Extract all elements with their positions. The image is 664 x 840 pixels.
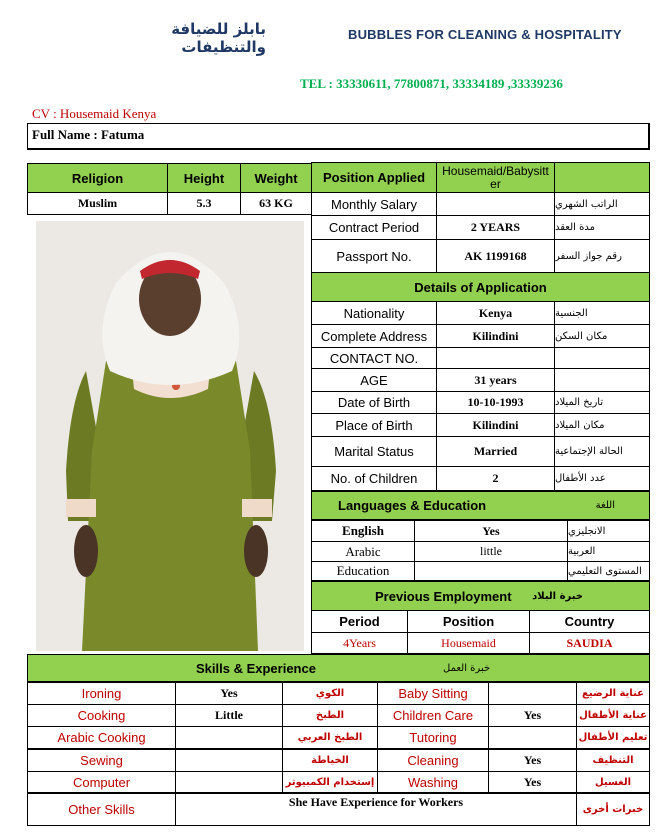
employment-position-header: Position [407,610,530,633]
religion-header: Religion [27,163,168,193]
height-value: 5.3 [167,192,241,215]
employment-header [311,581,650,611]
skill-value-left [175,771,283,794]
details-row-value: 2 [436,466,555,491]
details-row-arabic: الحالة الإجتماعية [554,436,650,467]
skill-arabic-right: عناية الأطفال [576,704,650,727]
position-row-label: Monthly Salary [311,192,437,216]
employment-period-value: 4Years [311,632,408,654]
language-row-arabic: العربية [567,541,650,562]
details-row-label: Complete Address [311,324,437,348]
language-row-label: Education [311,561,415,581]
skill-value-left [175,749,283,772]
skill-label-right: Cleaning [377,749,489,772]
skill-label-right: Washing [377,771,489,794]
details-row-arabic: تاريخ الميلاد [554,391,650,414]
details-title: Details of Application [311,272,650,302]
skill-label-left: Arabic Cooking [27,726,176,749]
skill-arabic-right: تعليم الأطفال [576,726,650,749]
details-row-label: Marital Status [311,436,437,467]
details-row-value: 31 years [436,368,555,392]
full-name: Full Name : Fatuma [32,127,145,142]
english-company-title: BUBBLES FOR CLEANING & HOSPITALITY [348,27,622,42]
position-row-value: AK 1199168 [436,239,555,273]
position-row-label: Contract Period [311,215,437,240]
skill-arabic-left: الخياطة [282,749,378,772]
skills-title: Skills & Experience [196,660,316,676]
skill-arabic-left: إستخدام الكمبيوتر [282,771,378,794]
position-row-value: 2 YEARS [436,215,555,240]
skill-arabic-left: الطبخ العربي [282,726,378,749]
skills-header [27,654,650,682]
skill-arabic-right: عناية الرضيع [576,682,650,705]
skill-value-right: Yes [488,771,577,794]
position-applied-value: Housemaid/Babysitter [436,162,555,193]
skill-arabic-right: الغسيل [576,771,650,794]
weight-header: Weight [240,163,312,193]
skill-label-right: Tutoring [377,726,489,749]
details-row-label: No. of Children [311,466,437,491]
skill-value-right: Yes [488,704,577,727]
employment-title: Previous Employment [375,588,512,604]
details-row-value: Kilindini [436,413,555,437]
details-row-label: AGE [311,368,437,392]
religion-value: Muslim [27,192,168,215]
skill-value-left: Little [175,704,283,727]
full-name-box [27,123,650,150]
languages-title-arabic: اللغة [595,500,615,511]
position-row-label: Passport No. [311,239,437,273]
employment-position-value: Housemaid [407,632,530,654]
details-row-value [436,347,555,369]
languages-title: Languages & Education [338,498,487,513]
skill-label-left: Sewing [27,749,176,772]
employment-period-header: Period [311,610,408,633]
skill-arabic-right: التنظيف [576,749,650,772]
language-row-value: Yes [414,520,568,542]
skill-value-right: Yes [488,749,577,772]
skill-label-right: Baby Sitting [377,682,489,705]
skill-value-right [488,682,577,705]
language-row-label: English [311,520,415,542]
details-row-arabic: مكان الميلاد [554,413,650,437]
details-row-arabic: الجنسية [554,301,650,325]
details-row-label: Nationality [311,301,437,325]
position-applied-label: Position Applied [311,162,437,193]
other-skills-value: She Have Experience for Workers [175,792,577,826]
details-row-label: Place of Birth [311,413,437,437]
language-row-arabic: المستوى التعليمي [567,561,650,581]
language-row-arabic: الانجليزي [567,520,650,542]
skill-value-left: Yes [175,682,283,705]
skill-value-right [488,726,577,749]
employment-country-value: SAUDIA [529,632,650,654]
languages-header [311,491,650,520]
height-header: Height [167,163,241,193]
employment-title-arabic: خبرة البلاد [532,590,583,602]
details-row-label: CONTACT NO. [311,347,437,369]
language-row-value [414,561,568,581]
skill-arabic-left: الطبخ [282,704,378,727]
position-applied-extra [554,162,650,193]
arabic-company-title: بابلز للضيافة والتنظيفات [171,20,266,56]
skills-title-arabic: خبرة العمل [443,662,491,674]
employment-country-header: Country [529,610,650,633]
details-row-label: Date of Birth [311,391,437,414]
cv-label: CV : Housemaid Kenya [32,106,157,121]
details-row-arabic [554,368,650,392]
skill-label-right: Children Care [377,704,489,727]
skill-label-left: Ironing [27,682,176,705]
details-row-value: Kilindini [436,324,555,348]
position-row-value [436,192,555,216]
details-row-value: Married [436,436,555,467]
details-row-arabic: مكان السكن [554,324,650,348]
skill-arabic-left: الكوي [282,682,378,705]
language-row-value: little [414,541,568,562]
position-row-arabic: رقم جواز السفر [554,239,650,273]
skill-label-left: Cooking [27,704,176,727]
skill-value-left [175,726,283,749]
weight-value: 63 KG [240,192,312,215]
skill-label-left: Computer [27,771,176,794]
telephone-line: TEL : 33330611, 77800871, 33334189 ,33339236 [300,76,563,91]
other-skills-label: Other Skills [27,792,176,826]
details-row-value: 10-10-1993 [436,391,555,414]
details-row-arabic [554,347,650,369]
candidate-photo [36,221,304,651]
position-row-arabic: الراتب الشهري [554,192,650,216]
language-row-label: Arabic [311,541,415,562]
details-row-value: Kenya [436,301,555,325]
details-row-arabic: عدد الأطفال [554,466,650,491]
position-row-arabic: مدة العقد [554,215,650,240]
other-skills-arabic: خبرات أخرى [576,792,650,826]
